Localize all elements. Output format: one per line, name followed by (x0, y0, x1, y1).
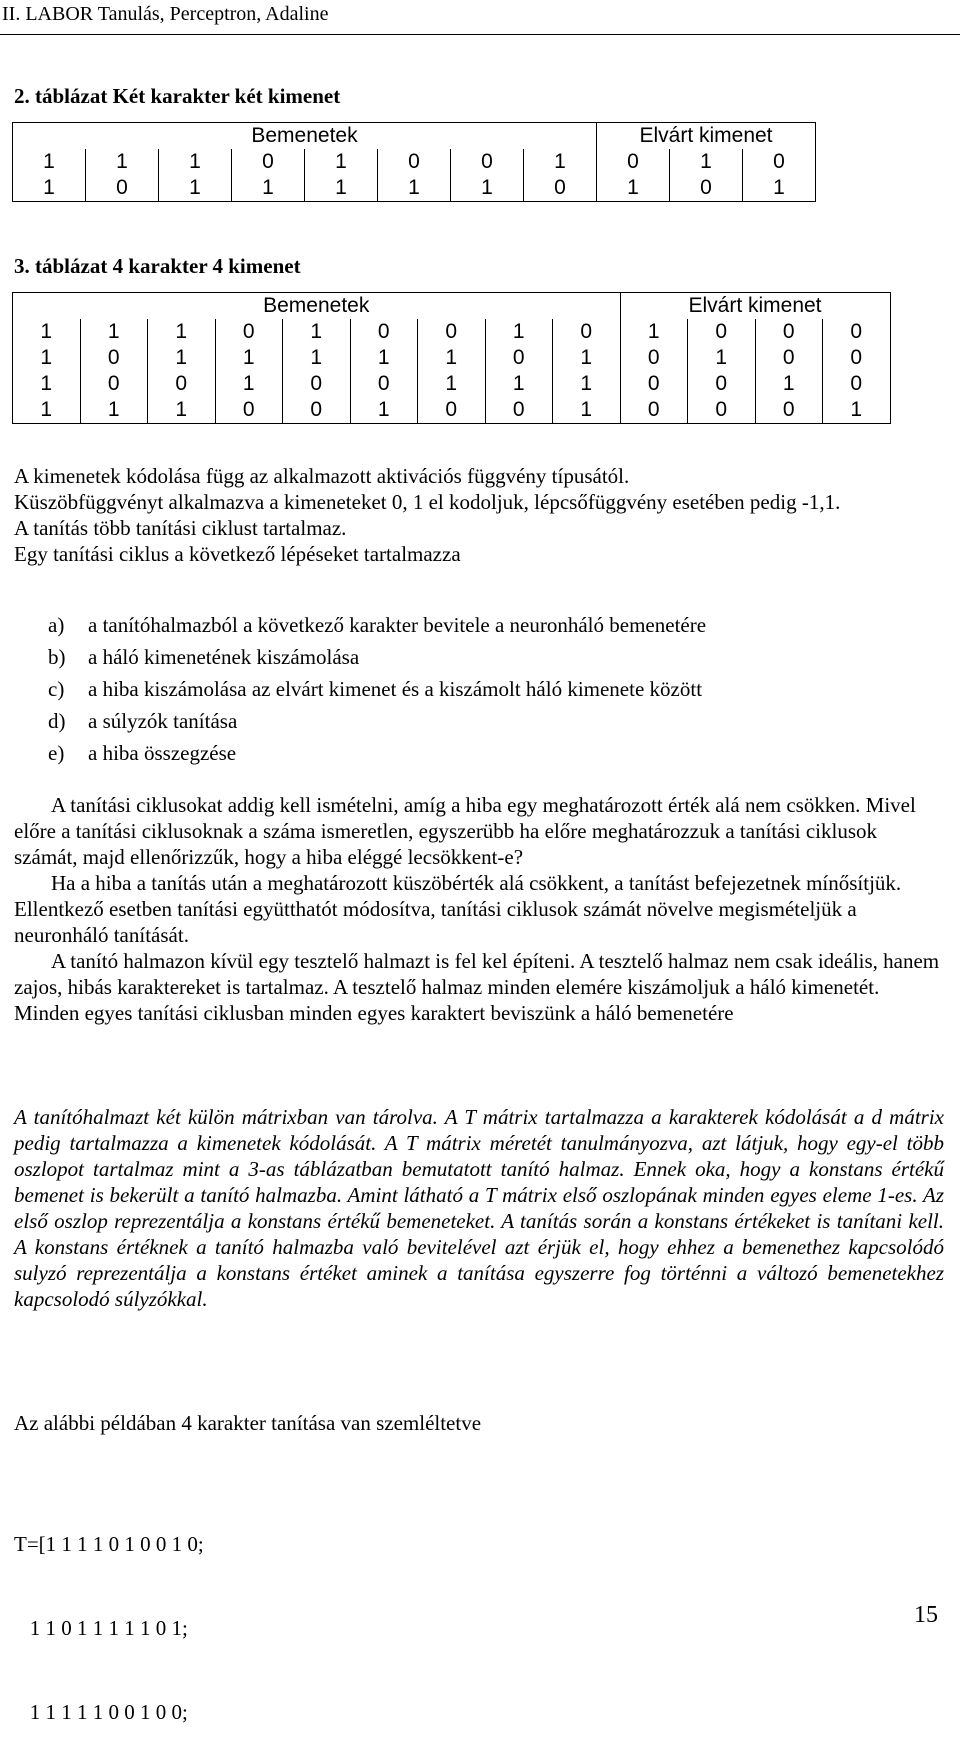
table-cell: 1 (148, 397, 216, 424)
table-cell: 0 (620, 397, 688, 424)
example-intro: Az alábbi példában 4 karakter tanítása van szemléltetve (14, 1411, 482, 1435)
table-cell: 0 (823, 345, 891, 371)
table-cell: 1 (350, 345, 418, 371)
step-text: a háló kimenetének kiszámolása (88, 645, 360, 669)
table-cell: 1 (553, 345, 621, 371)
table-cell: 1 (350, 397, 418, 424)
table-cell: 0 (215, 397, 283, 424)
table-cell: 0 (620, 345, 688, 371)
table-cell: 0 (688, 397, 756, 424)
table-cell: 1 (670, 149, 743, 175)
step-text: a hiba kiszámolása az elvárt kimenet és a kiszámolt háló kimenete között (88, 677, 703, 701)
paragraph-threshold-result: Ha a hiba a tanítás után a meghatározott küszöbérték alá csökkent, a tanítást befejezetnek mínősítjük. Ellentkező esetben tanítási együtthatót módosítva, tanítási ciklusok számát növelve megismételjük a neuronháló tanítását. (14, 871, 902, 947)
table-cell: 1 (13, 149, 86, 175)
table-cell: 0 (350, 319, 418, 345)
matrix-block (14, 1474, 204, 1754)
table-cell: 1 (80, 319, 148, 345)
table2-caption: 2. táblázat Két karakter két kimenet (14, 84, 341, 108)
list-item (48, 612, 706, 644)
table-cell: 0 (620, 371, 688, 397)
step-text: a hiba összegzése (88, 741, 237, 765)
step-label: c) (48, 677, 65, 701)
step-label: a) (48, 613, 65, 637)
table-cell: 1 (215, 345, 283, 371)
table-cell: 1 (80, 397, 148, 424)
paragraph-encoding: A kimenetek kódolása függ az alkalmazott aktivációs függvény típusától. (14, 464, 630, 488)
body-text (14, 792, 944, 1026)
table-row (13, 175, 816, 202)
table-cell: 1 (418, 371, 486, 397)
table-cell: 0 (743, 149, 816, 175)
table-cell: 1 (485, 319, 553, 345)
table2-inputs-header: Bemenetek (13, 123, 597, 150)
table3-outputs-header: Elvárt kimenet (620, 293, 890, 320)
table-cell: 1 (305, 175, 378, 202)
table-cell: 0 (86, 175, 159, 202)
table-cell: 1 (553, 371, 621, 397)
table3-header-row (13, 293, 891, 320)
table-cell: 1 (743, 175, 816, 202)
list-item (48, 644, 706, 676)
list-item (48, 708, 706, 740)
table-cell: 1 (232, 175, 305, 202)
matrix-line: 1 1 0 1 1 1 1 1 0 1; (14, 1616, 188, 1640)
table-cell: 1 (13, 397, 81, 424)
steps-list (48, 612, 706, 772)
table-cell: 0 (670, 175, 743, 202)
table-cell: 0 (232, 149, 305, 175)
paragraph-repeat: A tanítási ciklusokat addig kell ismételni, amíg a hiba egy meghatározott érték alá nem csökken. Mivel előre a tanítási ciklusoknak a száma ismeretlen, egyszerübb ha előre meghatározzuk a tanítási ciklusok számát, majd ellenőrizzűk, hogy a hiba eléggé lecsökkent-e? (14, 793, 916, 869)
paragraph-matrix-explanation: A tanítóhalmazt két külön mátrixban van tárolva. A T mátrix tartalmazza a karakterek kódolását a d mátrix pedig tartalmazza a kimenetek kódolását. A T mátrix méretét tanulmányozva, azt látjuk, hogy egy-el több oszlopot tartalmaz mint a 3-as táblázatban bemutatott tanító halmaz. Ennek oka, hogy a konstans értékű bemenet is bekerült a tanító halmazba. Amint látható a T mátrix első oszlopának minden egyes eleme 1-es. Az első oszlop reprezentálja a konstans értékű bemeneteket. A tanítás során a konstans értékeket is tanítani kell. A konstans értéknek a tanító halmazba való bevitelével azt érjük el, hogy ehhez a bemenethez kapcsolódó sulyzó reprezentálja a konstans értéket aminek a tanítása egyszerre fog történni a változó bemenetekhez kapcsolodó súlyzókkal. (14, 1105, 944, 1311)
header-title: II. LABOR Tanulás, Perceptron, Adaline (2, 3, 329, 25)
table-cell: 1 (451, 175, 524, 202)
table-cell: 0 (451, 149, 524, 175)
table-cell: 1 (13, 175, 86, 202)
table-cell: 1 (215, 371, 283, 397)
matrix-line: 1 1 1 1 1 0 0 1 0 0; (14, 1700, 188, 1724)
table-cell: 0 (418, 397, 486, 424)
table-cell: 1 (159, 175, 232, 202)
table-row (13, 149, 816, 175)
italic-text (14, 1104, 944, 1312)
table-cell: 0 (350, 371, 418, 397)
table-cell: 0 (823, 319, 891, 345)
table3 (12, 292, 891, 424)
table-cell: 0 (755, 397, 823, 424)
table2-outputs-header: Elvárt kimenet (597, 123, 816, 150)
table-row (13, 319, 891, 345)
list-item (48, 676, 706, 708)
table-cell: 1 (688, 345, 756, 371)
table-cell: 0 (283, 371, 351, 397)
table-cell: 0 (485, 345, 553, 371)
paragraph-steps-intro: Egy tanítási ciklus a következő lépéseket tartalmazza (14, 542, 461, 566)
table-cell: 0 (755, 345, 823, 371)
table-cell: 1 (485, 371, 553, 397)
table-cell: 0 (283, 397, 351, 424)
table-cell: 1 (418, 345, 486, 371)
table-cell: 1 (159, 149, 232, 175)
step-text: a súlyzók tanítása (88, 709, 238, 733)
table-cell: 1 (13, 345, 81, 371)
table-row (13, 345, 891, 371)
table-cell: 1 (305, 149, 378, 175)
page-header (0, 0, 960, 35)
list-item (48, 740, 706, 772)
table-cell: 0 (378, 149, 451, 175)
table-cell: 1 (283, 345, 351, 371)
table-cell: 1 (553, 397, 621, 424)
step-label: b) (48, 645, 66, 669)
table2-header-row (13, 123, 816, 150)
table-cell: 1 (283, 319, 351, 345)
table-cell: 0 (688, 371, 756, 397)
table-cell: 0 (148, 371, 216, 397)
table3-inputs-header: Bemenetek (13, 293, 621, 320)
table-cell: 0 (688, 319, 756, 345)
table-cell: 1 (524, 149, 597, 175)
table-cell: 0 (215, 319, 283, 345)
paragraph-each-cycle: Minden egyes tanítási ciklusban minden egyes karaktert beviszünk a háló bemenetére (14, 1001, 734, 1025)
table-cell: 1 (13, 319, 81, 345)
intro-text (14, 463, 944, 567)
table-cell: 1 (148, 319, 216, 345)
table-cell: 0 (485, 397, 553, 424)
table-cell: 0 (80, 345, 148, 371)
table-cell: 1 (755, 371, 823, 397)
table-cell: 0 (553, 319, 621, 345)
paragraph-test-set: A tanító halmazon kívül egy tesztelő halmazt is fel kel építeni. A tesztelő halmaz nem csak ideális, hanem zajos, hibás karaktereket is tartalmaz. A tesztelő halmaz minden elemére kiszámoljuk a háló kimenetét. (14, 949, 940, 999)
table-cell: 1 (620, 319, 688, 345)
table-cell: 1 (13, 371, 81, 397)
table-cell: 0 (823, 371, 891, 397)
table3-caption: 3. táblázat 4 karakter 4 kimenet (14, 254, 301, 278)
table-cell: 0 (524, 175, 597, 202)
table2 (12, 122, 816, 202)
table-cell: 1 (597, 175, 670, 202)
table-cell: 1 (86, 149, 159, 175)
table-cell: 1 (148, 345, 216, 371)
paragraph-threshold: Küszöbfüggvényt alkalmazva a kimeneteket 0, 1 el kodoljuk, lépcsőfüggvény esetében pedig -1,1. (14, 490, 841, 514)
table-cell: 0 (597, 149, 670, 175)
step-text: a tanítóhalmazból a következő karakter bevitele a neuronháló bemenetére (88, 613, 707, 637)
table-row (13, 371, 891, 397)
matrix-line: T=[1 1 1 1 0 1 0 0 1 0; (14, 1532, 204, 1556)
table-cell: 0 (755, 319, 823, 345)
page-number: 15 (914, 1602, 938, 1628)
table-cell: 1 (823, 397, 891, 424)
step-label: d) (48, 709, 66, 733)
table-cell: 0 (418, 319, 486, 345)
table-cell: 1 (378, 175, 451, 202)
table-row (13, 397, 891, 424)
paragraph-cycles: A tanítás több tanítási ciklust tartalmaz. (14, 516, 347, 540)
step-label: e) (48, 741, 65, 765)
table-cell: 0 (80, 371, 148, 397)
